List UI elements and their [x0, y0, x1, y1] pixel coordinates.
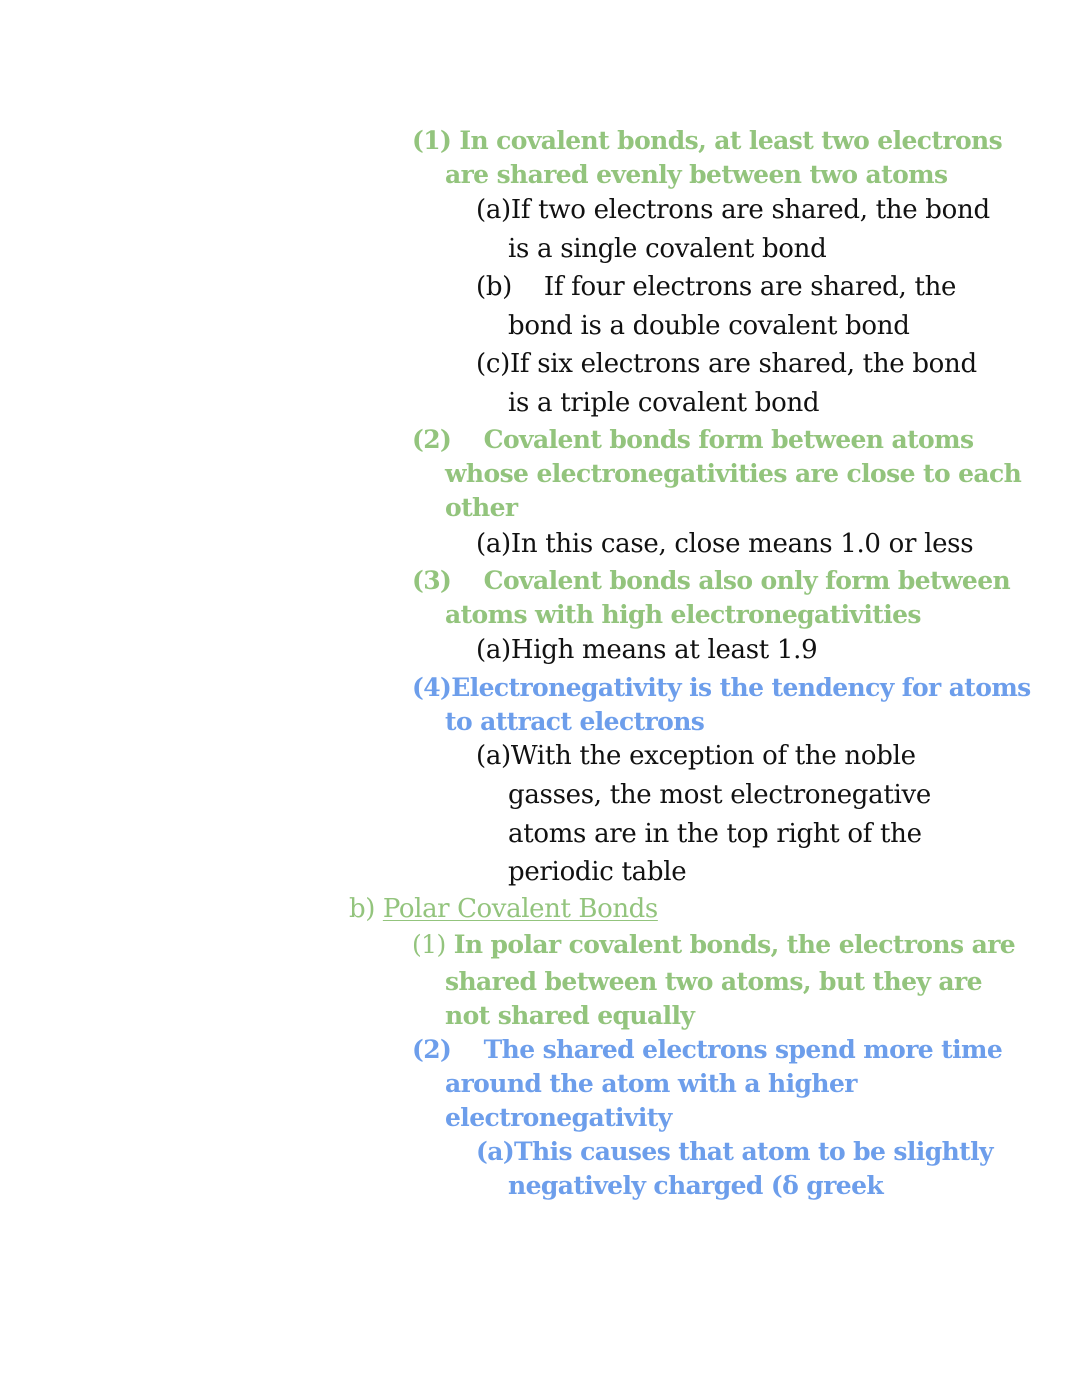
item-1a-line-2: is a single covalent bond: [508, 234, 827, 264]
item-b2a-line-1: (a)This causes that atom to be slightly: [476, 1137, 993, 1166]
item-b2-line-2: around the atom with a higher: [445, 1069, 857, 1098]
item-1-line-1: (1) In covalent bonds, at least two electrons: [412, 126, 1003, 155]
item-2-line-1: (2) Covalent bonds form between atoms: [412, 425, 974, 454]
item-1c-line-1: (c)If six electrons are shared, the bond: [476, 349, 977, 379]
item-1a-line-1: (a)If two electrons are shared, the bond: [476, 195, 990, 225]
item-b1-text: In polar covalent bonds, the electrons are: [445, 930, 1016, 959]
section-b-title: Polar Covalent Bonds: [382, 894, 658, 924]
item-4-line-1: (4)Electronegativity is the tendency for atoms: [412, 673, 1031, 702]
item-2-line-2: whose electronegativities are close to each: [445, 459, 1022, 488]
item-1-line-2: are shared evenly between two atoms: [445, 160, 948, 189]
item-2-line-3: other: [445, 493, 518, 522]
item-b2-line-3: electronegativity: [445, 1103, 672, 1132]
item-b2a-line-2: negatively charged (δ greek: [508, 1171, 884, 1200]
item-b2-line-1: (2) The shared electrons spend more time: [412, 1035, 1003, 1064]
item-3-line-1: (3) Covalent bonds also only form between: [412, 566, 1011, 595]
item-3-line-2: atoms with high electronegativities: [445, 600, 921, 629]
item-1b-line-2: bond is a double covalent bond: [508, 311, 910, 341]
item-b1-line-1: [412, 932, 1015, 957]
item-4-line-2: to attract electrons: [445, 707, 705, 736]
section-b-marker: b): [349, 894, 383, 924]
section-b-heading: [349, 896, 658, 922]
item-2a-line-1: (a)In this case, close means 1.0 or less: [476, 529, 974, 559]
item-4a-line-3: atoms are in the top right of the: [508, 819, 922, 849]
item-4a-line-1: (a)With the exception of the noble: [476, 741, 916, 771]
item-1c-line-2: is a triple covalent bond: [508, 388, 820, 418]
item-b1-line-3: not shared equally: [445, 1001, 695, 1030]
item-4a-line-2: gasses, the most electronegative: [508, 780, 931, 810]
item-b1-line-2: shared between two atoms, but they are: [445, 967, 982, 996]
item-b1-marker: (1): [412, 930, 446, 959]
item-1b-line-1: (b) If four electrons are shared, the: [476, 272, 957, 302]
item-4a-line-4: periodic table: [508, 857, 687, 887]
item-3a-line-1: (a)High means at least 1.9: [476, 635, 818, 665]
